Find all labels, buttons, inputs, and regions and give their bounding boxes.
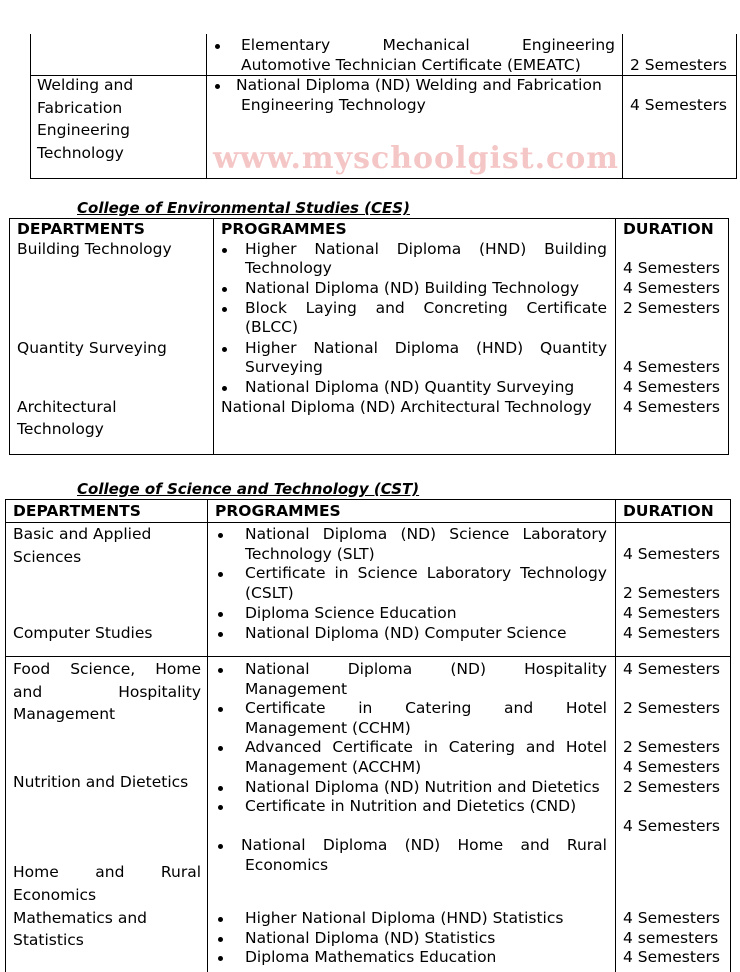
duration-cell: 2 Semesters — [623, 699, 720, 717]
department-name: Statistics — [13, 931, 84, 949]
department-name: Nutrition and Dietetics — [13, 773, 189, 791]
bullet-icon — [218, 612, 223, 617]
bullet-icon — [218, 937, 223, 942]
watermark: www.myschoolgist.com — [213, 141, 620, 176]
table-border — [615, 218, 616, 455]
column-header-duration: DURATION — [623, 502, 714, 520]
duration-cell: 2 Semesters — [623, 584, 720, 602]
department-name: and Hospitality — [13, 683, 201, 701]
department-name: Food Science, Home — [13, 660, 201, 678]
column-header-programmes: PROGRAMMES — [215, 502, 341, 520]
programme-line: Block Laying and Concreting Certificate — [245, 299, 607, 317]
bullet-icon — [218, 805, 223, 810]
duration-cell: 4 Semesters — [623, 358, 720, 376]
table-border — [5, 499, 6, 972]
bullet-icon — [215, 44, 220, 49]
programme-line: National Diploma (ND) Statistics — [245, 929, 496, 947]
column-header-duration: DURATION — [623, 220, 714, 238]
bullet-icon — [218, 668, 223, 673]
duration-cell: 2 Semesters — [623, 738, 720, 756]
programme-line: Certificate in Science Laboratory Technology — [245, 564, 607, 582]
programme-line: National Diploma (ND) Building Technology — [245, 279, 580, 297]
programme-line: National Diploma (ND) Computer Science — [245, 624, 567, 642]
department-name: Management — [13, 705, 116, 723]
department-name: Quantity Surveying — [17, 339, 167, 357]
bullet-icon — [222, 287, 227, 292]
programme-line: Diploma Mathematics Education — [245, 948, 497, 966]
duration-cell: 4 Semesters — [623, 259, 720, 277]
department-name: Computer Studies — [13, 624, 153, 642]
department-name: Technology — [17, 420, 104, 438]
table-border — [730, 499, 731, 972]
programme-line: Management — [245, 680, 348, 698]
duration-cell: 4 Semesters — [623, 660, 720, 678]
bullet-icon — [222, 347, 227, 352]
programme-line: Surveying — [245, 358, 323, 376]
bullet-icon — [218, 632, 223, 637]
bullet-icon — [218, 917, 223, 922]
table-border — [736, 34, 737, 179]
department-name: Engineering — [37, 121, 130, 139]
table-border — [728, 218, 729, 455]
department-name: Fabrication — [37, 99, 123, 117]
programme-line: Economics — [245, 856, 329, 874]
department-name: Economics — [13, 886, 97, 904]
duration-cell: 4 Semesters — [623, 817, 720, 835]
programme-line: (BLCC) — [245, 318, 299, 336]
bullet-icon — [222, 386, 227, 391]
bullet-icon — [222, 248, 227, 253]
column-header-departments: DEPARTMENTS — [13, 502, 141, 520]
bullet-icon — [215, 84, 220, 89]
table-border — [207, 499, 208, 972]
bullet-icon — [218, 786, 223, 791]
duration-cell: 2 Semesters — [623, 778, 720, 796]
table-bottom-border — [9, 454, 729, 455]
duration-cell: 4 Semesters — [630, 96, 727, 114]
programme-line: (CSLT) — [245, 584, 294, 602]
programme-line: National Diploma (ND) Hospitality — [245, 660, 607, 678]
section-heading-cst: College of Science and Technology (CST) — [77, 480, 420, 498]
duration-cell: 2 Semesters — [623, 299, 720, 317]
programme-line: Certificate in Catering and Hotel — [245, 699, 607, 717]
table-border — [206, 34, 207, 179]
programme-line: National Diploma (ND) Quantity Surveying — [245, 378, 575, 396]
duration-cell: 2 Semesters — [630, 56, 727, 74]
programme-line: National Diploma (ND) Welding and Fabrication — [236, 76, 602, 94]
department-name: Sciences — [13, 548, 82, 566]
row-divider — [5, 656, 731, 657]
programme-line: Higher National Diploma (HND) Building — [245, 240, 607, 258]
department-name: Technology — [37, 144, 124, 162]
programme-line: Engineering Technology — [241, 96, 426, 114]
duration-cell: 4 Semesters — [623, 948, 720, 966]
column-header-programmes: PROGRAMMES — [221, 220, 347, 238]
bullet-icon — [222, 307, 227, 312]
programme-line: National Diploma (ND) Home and Rural — [241, 836, 607, 854]
programme-line: Automotive Technician Certificate (EMEATC) — [241, 56, 581, 74]
programme-line: Technology (SLT) — [245, 545, 375, 563]
duration-cell: 4 Semesters — [623, 545, 720, 563]
bullet-icon — [218, 956, 223, 961]
bullet-icon — [218, 533, 223, 538]
duration-cell: 4 semesters — [623, 929, 719, 947]
table-top-border — [5, 499, 731, 500]
section-heading-ces: College of Environmental Studies (CES) — [77, 199, 410, 217]
bullet-icon — [218, 707, 223, 712]
duration-cell: 4 Semesters — [623, 909, 720, 927]
column-header-departments: DEPARTMENTS — [17, 220, 145, 238]
bullet-icon — [218, 746, 223, 751]
department-name: Basic and Applied — [13, 525, 152, 543]
programme-line: Advanced Certificate in Catering and Hotel — [245, 738, 607, 756]
table-border — [622, 34, 623, 179]
programme-line: National Diploma (ND) Nutrition and Dietetics — [245, 778, 600, 796]
duration-cell: 4 Semesters — [623, 279, 720, 297]
programme-line: Higher National Diploma (HND) Quantity — [245, 339, 607, 357]
duration-cell: 4 Semesters — [623, 398, 720, 416]
department-name: Mathematics and — [13, 909, 147, 927]
programme-line: Management (ACCHM) — [245, 758, 422, 776]
programme-line: Technology — [245, 259, 332, 277]
duration-cell: 4 Semesters — [623, 604, 720, 622]
programme-line: Elementary Mechanical Engineering — [241, 36, 615, 54]
duration-cell: 4 Semesters — [623, 624, 720, 642]
programme-line: Diploma Science Education — [245, 604, 457, 622]
duration-cell: 4 Semesters — [623, 758, 720, 776]
department-name: Home and Rural — [13, 863, 201, 881]
header-divider — [5, 522, 731, 523]
programme-line: Higher National Diploma (HND) Statistics — [245, 909, 564, 927]
bullet-icon — [218, 844, 223, 849]
department-name: Welding and — [37, 76, 134, 94]
table-border — [9, 218, 10, 455]
table-border — [30, 34, 31, 179]
table-border — [615, 499, 616, 972]
programme-line: Certificate in Nutrition and Dietetics (CND) — [245, 797, 577, 815]
department-name: Architectural — [17, 398, 117, 416]
table-bottom-border — [30, 178, 737, 179]
programme-line: National Diploma (ND) Science Laboratory — [245, 525, 607, 543]
programme-line: National Diploma (ND) Architectural Technology — [221, 398, 592, 416]
table-top-border — [9, 218, 729, 219]
programme-line: Management (CCHM) — [245, 719, 411, 737]
table-border — [213, 218, 214, 455]
duration-cell: 4 Semesters — [623, 378, 720, 396]
bullet-icon — [218, 572, 223, 577]
department-name: Building Technology — [17, 240, 172, 258]
